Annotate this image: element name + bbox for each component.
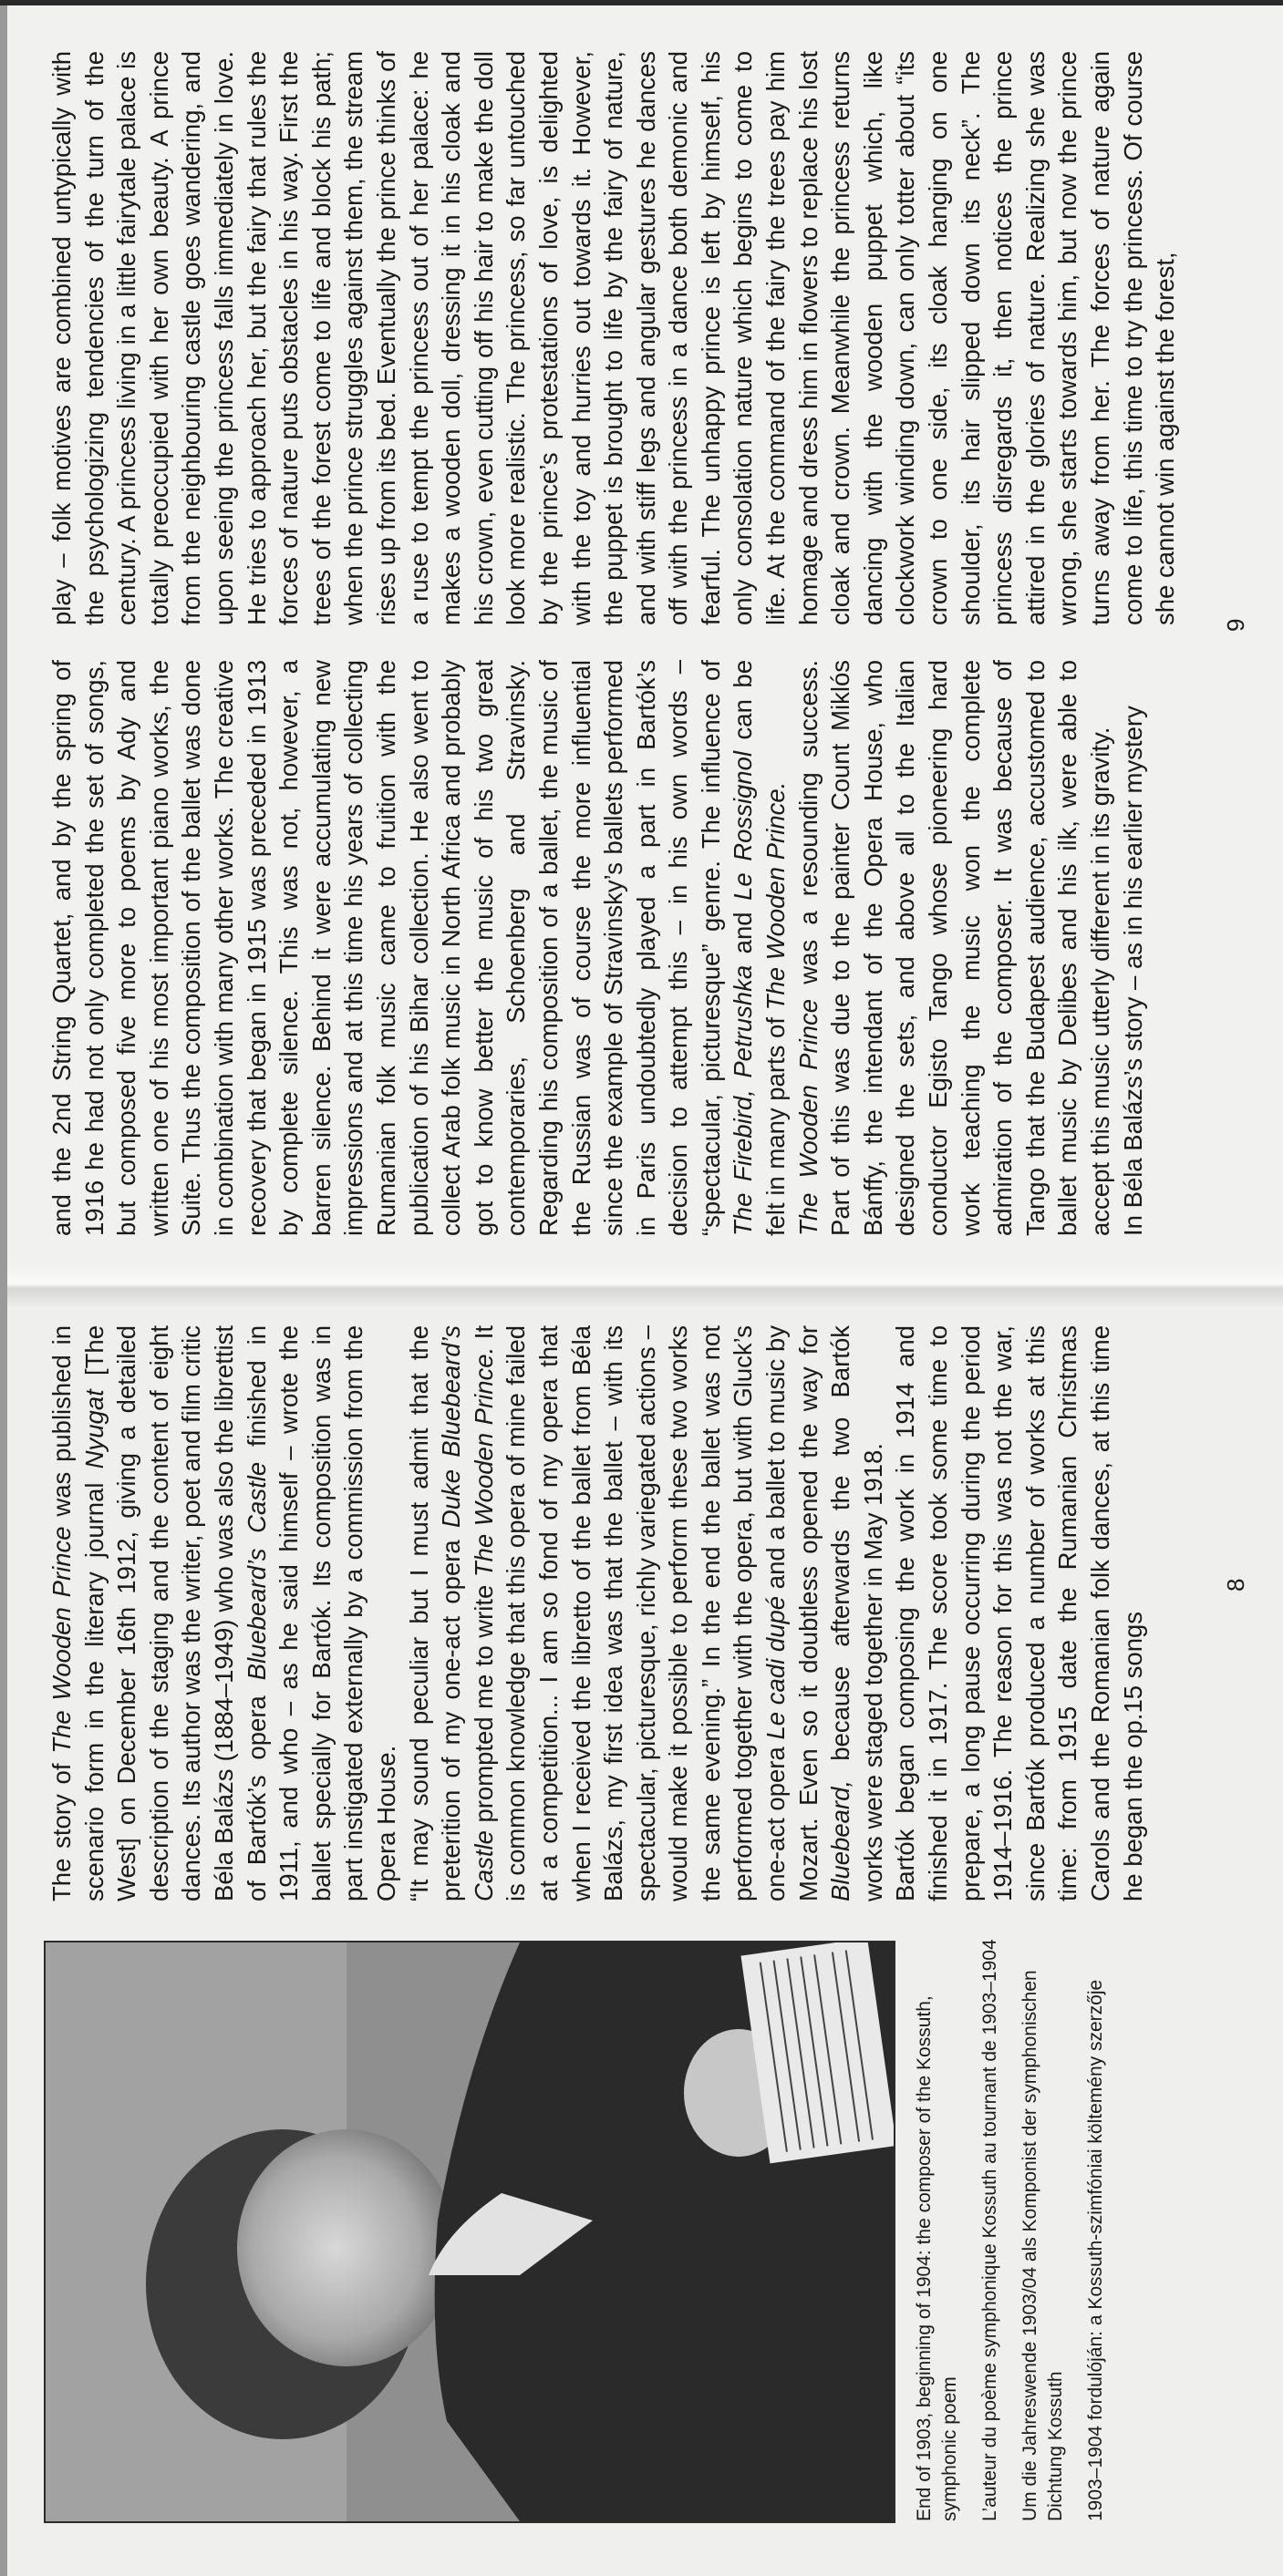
photo-caption xyxy=(912,1920,1123,2521)
paragraph: In Béla Balázs’s story – as in his earlier mystery xyxy=(1118,706,1147,1236)
paragraph: The Wooden Prince was a resounding success. Part of this was due to the painter Count Miklós Bánffy, the intendant of the Opera House, who designed the sets, and above all to the Italian conductor Egisto Tango whose pioneering hard work teaching the music won the complete admiration of the composer. It was because of Tango that the Budapest audience, accustomed to ballet music by Delibes and his ilk, were able to accept this music utterly different in its gravity. xyxy=(793,660,1114,1236)
caption-hungarian: 1903–1904 fordulóján: a Kossuth-szimfóniai költemény szerzője xyxy=(1085,1979,1106,2521)
paragraph: Bartók began composing the work in 1914 and finished it in 1917. The score took some time to prepare, a long pause occurring during the period 1914–1916. The reason for this was not the war, since Bartók produced a number of works at this time: from 1915 date the Rumanian Christmas Carols and the Romanian folk dances, at this time he began the op.15 songs xyxy=(891,1325,1147,1901)
book-spine xyxy=(0,1263,1283,1309)
paragraph: The story of The Wooden Prince was published in scenario form in the literary journal Nyugat [The West] on December 16th 1912, giving a detailed description of the staging and the content of eight dances. Its author was the writer, poet and film critic Béla Balázs (1884–1949) who was also the librettist of Bartók’s opera Bluebeard’s Castle finished in 1911, and who – as he said himself – wrote the ballet specially for Bartók. Its composition was in part instigated externally by a commission from the Opera House. xyxy=(47,1325,400,1901)
text-column-page-9-right xyxy=(46,51,1182,625)
portrait-illustration xyxy=(46,1942,894,2521)
scan-edge-top xyxy=(0,0,7,2576)
text-column-page-8 xyxy=(46,1325,1149,1901)
composer-photo xyxy=(44,1941,895,2523)
caption-french: L’auteur du poème symphonique Kossuth au tournant de 1903–1904 xyxy=(979,1939,1000,2521)
paragraph: “It may sound peculiar but I must admit that the preterition of my one-act opera Duke Bluebeard’s Castle prompted me to write The Wooden Prince. It is common knowledge that this opera of mine failed at a competition... I am so fond of my opera that when I received the libretto of the ballet from Béla Balázs, my first idea was that the ballet – with its spectacular, picturesque, richly variegated actions – would make it possible to perform these two works the same evening.” In the end the ballet was not performed together with the opera, but with Gluck’s one-act opera Le cadi dupé and a ballet to music by Mozart. Even so it doubtless opened the way for Bluebeard, because afterwards the two Bartók works were staged together in May 1918. xyxy=(404,1324,887,1901)
caption-german: Um die Jahreswende 1903/04 als Komponist der symphonischen Dichtung Kossuth xyxy=(1019,1970,1066,2521)
page-number-left: 8 xyxy=(1222,1578,1249,1592)
paragraph: and the 2nd String Quartet, and by the spring of 1916 he had not only completed the set of songs, but composed five more to poems by Ady and written one of his most important piano works, the Suite. Thus the composition of the ballet was done in combination with many other works. The creative recovery that began in 1915 was preceded in 1913 by complete silence. This was not, however, a barren silence. Behind it were accumulating new impressions and at this time his years of collecting Rumanian folk music came to fruition with the publication of his Bihar collection. He also went to collect Arab folk music in North Africa and probably got to know better the music of his two great contemporaries, Schoenberg and Stravinsky. Regarding his composition of a ballet, the music of the Russian was of course the more influential since the example of Stravinsky’s ballets performed in Paris undoubtedly played a part in Bartók’s decision to attempt this – in his own words – “spectacular, picturesque” genre. The influence of The Firebird, Petrushka and Le Rossignol can be felt in many parts of The Wooden Prince. xyxy=(47,659,791,1236)
paragraph: play – folk motives are combined untypically with the psychologizing tendencies of the turn of the century. A princess living in a little fairytale palace is totally preoccupied with her own beauty. A prince from the neighbouring castle goes wandering, and upon seeing the princess falls immediately in love. He tries to approach her, but the fairy that rules the forces of nature puts obstacles in his way. First the trees of the forest come to life and block his path; when the prince struggles against them, the stream rises up from its bed. Eventually the prince thinks of a ruse to tempt the princess out of her palace: he makes a wooden doll, dressing it in his cloak and his crown, even cutting off his hair to make the doll look more realistic. The princess, so far untouched by the prince’s protestations of love, is delighted with the toy and hurries out towards it. However, the puppet is brought to life by the fairy of nature, and with stiff legs and angular gestures he dances off with the princess in a dance both demonic and fearful. The unhappy prince is left by himself, his only consolation nature which begins to come to life. At the command of the fairy the trees pay him homage and dress him in flowers to replace his lost cloak and crown. Meanwhile the princess returns dancing with the wooden puppet which, like clockwork winding down, can only totter about “its crown to one side, its cloak hanging on one shoulder, its hair slipped down its neck”. The princess disregards it, then notices the prince attired in the glories of nature. Realizing she was wrong, she starts towards him, but now the prince turns away from her. The forces of nature again come to life, this time to try the princess. Of course she cannot win against the forest, xyxy=(47,51,1180,625)
page-number-right: 9 xyxy=(1222,618,1249,632)
text-column-page-9-left xyxy=(46,660,1149,1236)
scan-edge-right xyxy=(0,0,1283,5)
caption-english: End of 1903, beginning of 1904: the composer of the Kossuth, symphonic poem xyxy=(914,1995,960,2521)
